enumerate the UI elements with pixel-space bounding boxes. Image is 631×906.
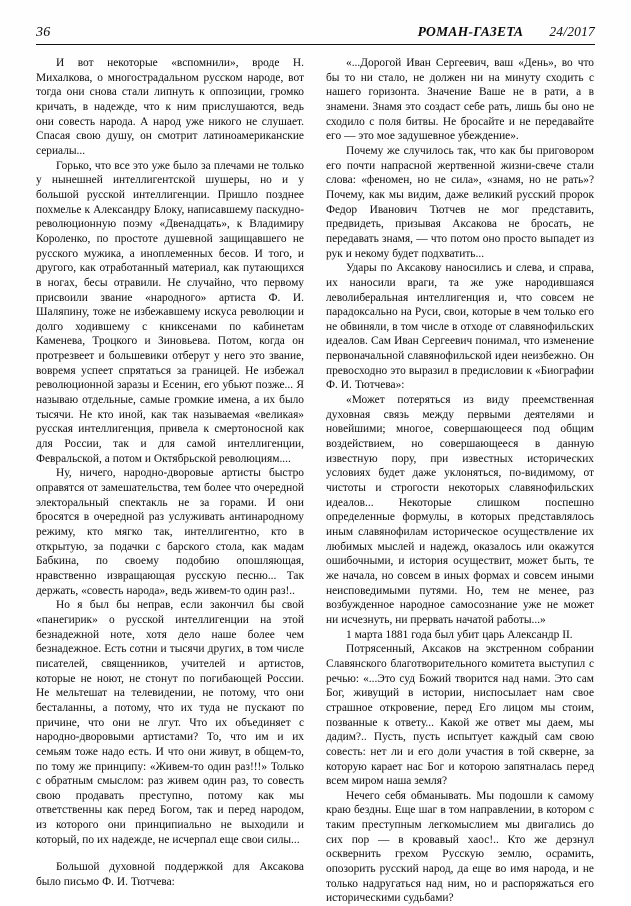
journal-title: РОМАН-ГАЗЕТА xyxy=(417,24,524,39)
right-column xyxy=(326,56,594,906)
paragraph: Ну, ничего, народно-дворовые артисты быстро оправятся от замешательства, тем более что очередной электоральный спектакль не за горами. И они бросятся в очередной раз услуживать антинародному режиму, кто мягко так, интеллигентно, кто в открытую, за подачки с барского стола, как мадам Бабкина, по своему подобию опошляющая, нравственно извращающая русскую песню... Так держать, «совесть народа», ведь живем-то один раз!.. xyxy=(36,467,304,597)
paragraph: Удары по Аксакову наносились и слева, и справа, их наносили враги, та же уже народившаяся леволиберальная интеллигенция и, что совсем не парадоксально на Руси, свои, которые в чем только его не обвиняли, в том числе в отходе от славянофильских идеалов. Сам Иван Сергеевич понимал, что изменение первоначальной славянофильской идеи неизбежно. Он превосходно это выразил в предисловии к «Биографии Ф. И. Тютчева»: xyxy=(326,262,594,392)
running-head-right xyxy=(418,24,595,40)
page-number: 36 xyxy=(36,25,51,40)
paragraph: «Может потеряться из виду преемственная духовная связь между первыми деятелями и новейшими; многое, совершающееся под общим воздействием, но совершающееся в данную известную пору, при известных исторических условиях будет даже уклоняться, по-видимому, от чистоты и строгости некоторых славянофильских идеалов... Некоторые слишком поспешно определенные формулы, в которых представлялось иным славянофилам историческое осуществление их любимых мыслей и надежд, оказалось или окажутся ошибочными, и история осуществит, может быть, те же начала, но совсем в иных формах и совсем иными неисповедимыми путями. Но, тем не менее, раз возбужденное народное самосознание уже не может ни исчезнуть, ни прервать начатой работы...» xyxy=(326,394,594,626)
paragraph: «...Дорогой Иван Сергеевич, ваш «День», во что бы то ни стало, не должен ни на минуту сходить с нашего горизонта. Значение Ваше не в рати, а в знамени. Знамя это создаст себе рать, лишь бы оно не сходило с поля битвы. Не бросайте и не передавайте его — это мое задушевное убеждение». xyxy=(326,57,594,143)
left-column xyxy=(36,56,304,890)
paragraph: И вот некоторые «вспомнили», вроде Н. Михалкова, о многострадальном русском народе, вот тогда они снова стали липнуть к оппозиции, громко кричать, в надежде, что к ним прислушаются, ведь они совесть народа. А народ уже никого не слушает. Спасая свою душу, он смотрит латиноамериканские сериалы... xyxy=(36,57,304,157)
body-columns xyxy=(36,56,595,906)
running-head xyxy=(36,24,595,44)
paragraph: 1 марта 1881 года был убит царь Александр II. xyxy=(346,628,573,641)
paragraph: Потрясенный, Аксаков на экстренном собрании Славянского благотворительного комитета выступил с речью: «...Это суд Божий творится над нами. Это сам Бог, живущий в истории, ниспосылает нам свое страшное откровение, перед Его лицом мы стоим, позванные к ответу... Какой же ответ мы даем, мы дадим?.. Пусть, пусть испытует каждый сам свою совесть: нет ли и его доли участия в той скверне, за которую карает нас Бог и которою запятналась перед всем миром наша земля? xyxy=(326,643,594,788)
paragraph: Нечего себя обманывать. Мы подошли к самому краю бездны. Еще шаг в том направлении, в котором с таким преступным легкомыслием мы двигались до сих пор — в кровавый хаос!.. Кто же дерзнул осквернить грехом Русскую землю, осрамить, опозорить русский народ, да еще во имя народа, и не только надругаться над ним, но и распоряжаться его историческими судьбами? xyxy=(326,789,594,905)
paragraph: Почему же случилось так, что как бы приговором его почти напрасной жертвенной жизни-свече стали слова: «феномен, но не сила», «знамя, но не рать»? Почему, как мы видим, даже великий русский пророк Федор Иванович Тютчев не мог представить, предвидеть, призывая Аксакова не бросать, не передавать знамя, — что потом оно просто выпадет из рук и некому будет подхватить... xyxy=(326,144,594,260)
paragraph: Но я был бы неправ, если закончил бы свой «панегирик» о русской интеллигенции на этой безнадежной ноте, хотя дело наше более чем безнадежное. Есть сотни и тысячи других, в том числе писателей, священников, учителей и артистов, которые не ноют, не стонут по погибающей России. Не мельтешат на телевидении, не потому, что они бесталанны, а потому, что их туда не пускают по причине, что они не лгут. Что их объединяет с народно-дворовыми артистами? То, что им и их семьям тоже надо есть. И что они живут, в общем-то, по тому же принципу: «Живем-то один раз!!!» Только с обратным смыслом: раз живем один раз, то совесть свою продавать преступно, потому как мы ответственны как перед Богом, так и перед народом, из которого они принципиально не выходили и который, по их надежде, не исчерпал еще свои силы... xyxy=(36,599,304,846)
header-divider xyxy=(36,44,595,45)
issue-number: 24/2017 xyxy=(549,24,595,39)
paragraph: Горько, что все это уже было за плечами не только у нынешней интеллигентской шушеры, но и у большой русской интеллигенции. Пришло позднее похмелье к Александру Блоку, написавшему паскудно-революционную поэму «Двенадцать», к Владимиру Короленко, по простоте душевной защищавшего не русского мужика, а иноплеменных бесов. И того, и другого, как отработанный материал, как путающихся в ногах, бесы отравили. Не случайно, что первому присвоили звание «народного» артиста Ф. И. Шаляпину, тоже не избежавшему искуса революции и долго ходившему с книксенами по кабинетам Каменева, Троцкого и Зиновьева. Потом, когда он протрезвеет и большевики отберут у него это звание, вовремя успеет спрятаться за границей. Не избежал революционной заразы и Есенин, его убьют позже... Я называю отдельные, самые громкие имена, а их было тысячи. Не кто иной, как так называемая «великая» русская интеллигенция, привела к смертоносной как для России, так и для самой интеллигенции, Февральской, а потом и Октябрьской революциям.... xyxy=(36,159,304,465)
paragraph: Большой духовной поддержкой для Аксакова было письмо Ф. И. Тютчева: xyxy=(36,861,304,889)
